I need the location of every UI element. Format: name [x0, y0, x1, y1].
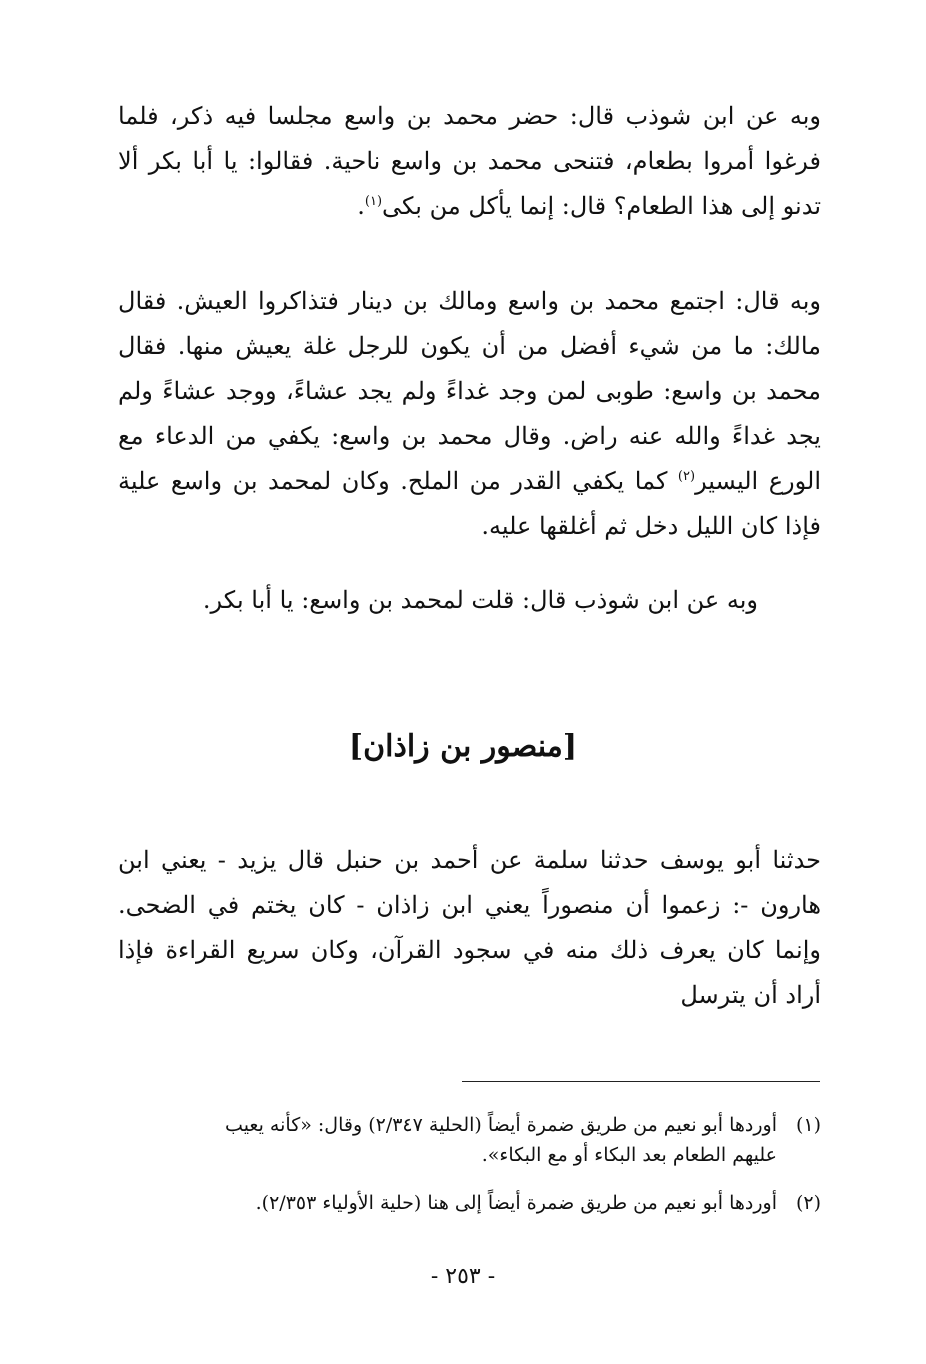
footnote-text-line2: عليهم الطعام بعد البكاء أو مع البكاء».	[481, 1144, 777, 1166]
paragraph-tail: .	[357, 192, 365, 220]
footnote-number: (٢)	[795, 1192, 821, 1214]
paragraph-text-b: كما يكفي القدر من الملح. وكان لمحمد بن واسع علية فإذا كان الليل دخل ثم أغلقها عليه.	[118, 467, 821, 540]
footnote-ref-1: (١)	[364, 194, 383, 209]
footnote-1	[118, 1110, 821, 1170]
footnote-text-line1: أوردها أبو نعيم من طريق ضمرة أيضاً (الحلية ٢/٣٤٧) وقال: «كأنه يعيب	[225, 1114, 777, 1136]
footnote-ref-2: (٢)	[677, 469, 696, 484]
paragraph-living-discussion	[118, 279, 821, 549]
paragraph-ibn-shawdhab-food	[118, 94, 821, 229]
footnote-divider	[462, 1081, 820, 1082]
paragraph-text: وبه عن ابن شوذب قال: حضر محمد بن واسع مجلسا فيه ذكر، فلما فرغوا أمروا بطعام، فتنحى محمد بن واسع ناحية. فقالوا: يا أبا بكر ألا تدنو إلى هذا الطعام؟ قال: إنما يأكل من بكى	[118, 102, 821, 220]
paragraph-text-a: وبه قال: اجتمع محمد بن واسع ومالك بن دينار فتذاكروا العيش. فقال مالك: ما من شيء أفضل من أن يكون للرجل غلة يعيش منها. فقال محمد بن واسع: طوبى لمن وجد غداءً ولم يجد عشاءً، ووجد عشاءً ولم يجد غداءً والله عنه راض. وقال محمد بن واسع: يكفي من الدعاء مع الورع اليسير	[118, 287, 821, 495]
paragraph-mansur: حدثنا أبو يوسف حدثنا سلمة عن أحمد بن حنبل قال يزيد - يعني ابن هارون -: زعموا أن منصوراً يعني ابن زاذان - كان يختم في الضحى. وإنما كان يعرف ذلك منه في سجود القرآن، وكان سريع القراءة فإذا أراد أن يترسل	[118, 846, 822, 1009]
section-heading: [منصور بن زاذان]	[348, 729, 578, 764]
footnote-2	[118, 1188, 821, 1218]
paragraph-ya-aba-bakr: وبه عن ابن شوذب قال: قلت لمحمد بن واسع: يا أبا بكر.	[202, 586, 758, 614]
footnote-text-line1: أوردها أبو نعيم من طريق ضمرة أيضاً إلى هنا (حلية الأولياء ٢/٣٥٣).	[255, 1192, 777, 1214]
footnote-number: (١)	[795, 1114, 821, 1136]
page-number: - ٢٥٣ -	[430, 1264, 496, 1289]
